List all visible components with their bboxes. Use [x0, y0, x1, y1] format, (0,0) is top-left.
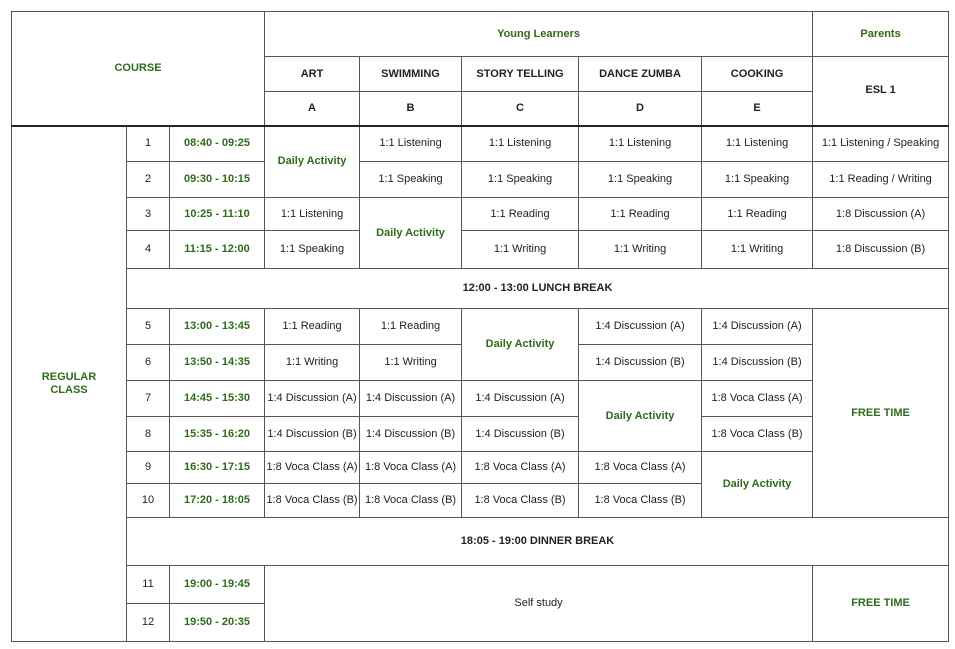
esl-cell: 1:1 Reading / Writing [813, 162, 949, 198]
table-row [12, 162, 949, 198]
period-number: 9 [127, 452, 170, 484]
schedule-cell: 1:4 Discussion (A) [265, 381, 360, 417]
table-row [12, 309, 949, 345]
schedule-cell: 1:1 Speaking [265, 231, 360, 269]
schedule-cell: 1:1 Speaking [579, 162, 702, 198]
period-time: 19:00 - 19:45 [170, 566, 265, 604]
schedule-cell: 1:1 Writing [579, 231, 702, 269]
daily-activity-cell: Daily Activity [265, 126, 360, 198]
schedule-cell: 1:8 Voca Class (B) [360, 484, 462, 518]
period-time: 13:00 - 13:45 [170, 309, 265, 345]
period-number: 3 [127, 198, 170, 231]
period-number: 7 [127, 381, 170, 417]
free-time-cell: FREE TIME [813, 566, 949, 642]
schedule-cell: 1:1 Listening [462, 126, 579, 162]
schedule-cell: 1:1 Reading [579, 198, 702, 231]
table-row [12, 452, 949, 484]
course-code-b: B [360, 92, 462, 126]
lunch-break: 12:00 - 13:00 LUNCH BREAK [127, 269, 949, 309]
schedule-cell: 1:1 Speaking [360, 162, 462, 198]
schedule-cell: 1:1 Writing [360, 345, 462, 381]
period-number: 8 [127, 417, 170, 452]
esl-cell: 1:8 Discussion (A) [813, 198, 949, 231]
period-time: 19:50 - 20:35 [170, 604, 265, 642]
schedule-cell: 1:8 Voca Class (B) [702, 417, 813, 452]
esl-cell: 1:1 Listening / Speaking [813, 126, 949, 162]
schedule-cell: 1:1 Reading [360, 309, 462, 345]
schedule-cell: 1:1 Speaking [462, 162, 579, 198]
table-row [12, 198, 949, 231]
schedule-cell: 1:8 Voca Class (A) [360, 452, 462, 484]
esl-heading: ESL 1 [813, 57, 949, 126]
dinner-break: 18:05 - 19:00 DINNER BREAK [127, 518, 949, 566]
period-time: 13:50 - 14:35 [170, 345, 265, 381]
course-name-cooking: COOKING [702, 57, 813, 92]
schedule-cell: 1:1 Speaking [702, 162, 813, 198]
esl-cell: 1:8 Discussion (B) [813, 231, 949, 269]
schedule-cell: 1:4 Discussion (A) [702, 309, 813, 345]
schedule-cell: 1:1 Listening [579, 126, 702, 162]
schedule-cell: 1:1 Listening [360, 126, 462, 162]
schedule-cell: 1:4 Discussion (B) [360, 417, 462, 452]
table-row [12, 381, 949, 417]
course-name-dance-zumba: DANCE ZUMBA [579, 57, 702, 92]
schedule-cell: 1:1 Writing [265, 345, 360, 381]
table-row [12, 566, 949, 604]
schedule-cell: 1:1 Writing [702, 231, 813, 269]
schedule-cell: 1:8 Voca Class (A) [702, 381, 813, 417]
free-time-cell: FREE TIME [813, 309, 949, 518]
period-number: 1 [127, 126, 170, 162]
course-name-swimming: SWIMMING [360, 57, 462, 92]
self-study-cell: Self study [265, 566, 813, 642]
period-time: 15:35 - 16:20 [170, 417, 265, 452]
period-number: 5 [127, 309, 170, 345]
table-row [12, 417, 949, 452]
schedule-cell: 1:1 Listening [702, 126, 813, 162]
schedule-cell: 1:1 Reading [702, 198, 813, 231]
schedule-cell: 1:1 Listening [265, 198, 360, 231]
table-row [12, 518, 949, 566]
period-number: 6 [127, 345, 170, 381]
regular-class-label [12, 126, 127, 642]
schedule-cell: 1:8 Voca Class (A) [462, 452, 579, 484]
course-name-art: ART [265, 57, 360, 92]
period-time: 14:45 - 15:30 [170, 381, 265, 417]
schedule-table [11, 11, 949, 642]
schedule-cell: 1:8 Voca Class (A) [579, 452, 702, 484]
period-time: 17:20 - 18:05 [170, 484, 265, 518]
schedule-cell: 1:8 Voca Class (B) [579, 484, 702, 518]
schedule-cell: 1:8 Voca Class (A) [265, 452, 360, 484]
course-code-c: C [462, 92, 579, 126]
schedule-cell: 1:4 Discussion (B) [579, 345, 702, 381]
daily-activity-cell: Daily Activity [462, 309, 579, 381]
schedule-cell: 1:1 Reading [265, 309, 360, 345]
schedule-cell: 1:4 Discussion (B) [462, 417, 579, 452]
period-number: 2 [127, 162, 170, 198]
parents-heading: Parents [813, 12, 949, 57]
course-code-e: E [702, 92, 813, 126]
period-time: 08:40 - 09:25 [170, 126, 265, 162]
period-time: 09:30 - 10:15 [170, 162, 265, 198]
period-time: 10:25 - 11:10 [170, 198, 265, 231]
table-row [12, 231, 949, 269]
period-number: 11 [127, 566, 170, 604]
table-row [12, 126, 949, 162]
period-time: 16:30 - 17:15 [170, 452, 265, 484]
regular-label-line-2: CLASS [50, 383, 88, 396]
schedule-cell: 1:4 Discussion (B) [265, 417, 360, 452]
schedule-cell: 1:4 Discussion (B) [702, 345, 813, 381]
course-code-a: A [265, 92, 360, 126]
period-time: 11:15 - 12:00 [170, 231, 265, 269]
table-row [12, 269, 949, 309]
daily-activity-cell: Daily Activity [702, 452, 813, 518]
period-number: 10 [127, 484, 170, 518]
period-number: 12 [127, 604, 170, 642]
course-heading: COURSE [12, 12, 265, 126]
young-learners-heading: Young Learners [265, 12, 813, 57]
schedule-cell: 1:1 Reading [462, 198, 579, 231]
daily-activity-cell: Daily Activity [360, 198, 462, 269]
schedule-cell: 1:1 Writing [462, 231, 579, 269]
schedule-cell: 1:8 Voca Class (B) [462, 484, 579, 518]
regular-label-line-1: REGULAR [41, 371, 97, 384]
schedule-cell: 1:4 Discussion (A) [360, 381, 462, 417]
period-number: 4 [127, 231, 170, 269]
daily-activity-cell: Daily Activity [579, 381, 702, 452]
schedule-cell: 1:8 Voca Class (B) [265, 484, 360, 518]
schedule-cell: 1:4 Discussion (A) [579, 309, 702, 345]
course-name-story-telling: STORY TELLING [462, 57, 579, 92]
schedule-cell: 1:4 Discussion (A) [462, 381, 579, 417]
course-code-d: D [579, 92, 702, 126]
